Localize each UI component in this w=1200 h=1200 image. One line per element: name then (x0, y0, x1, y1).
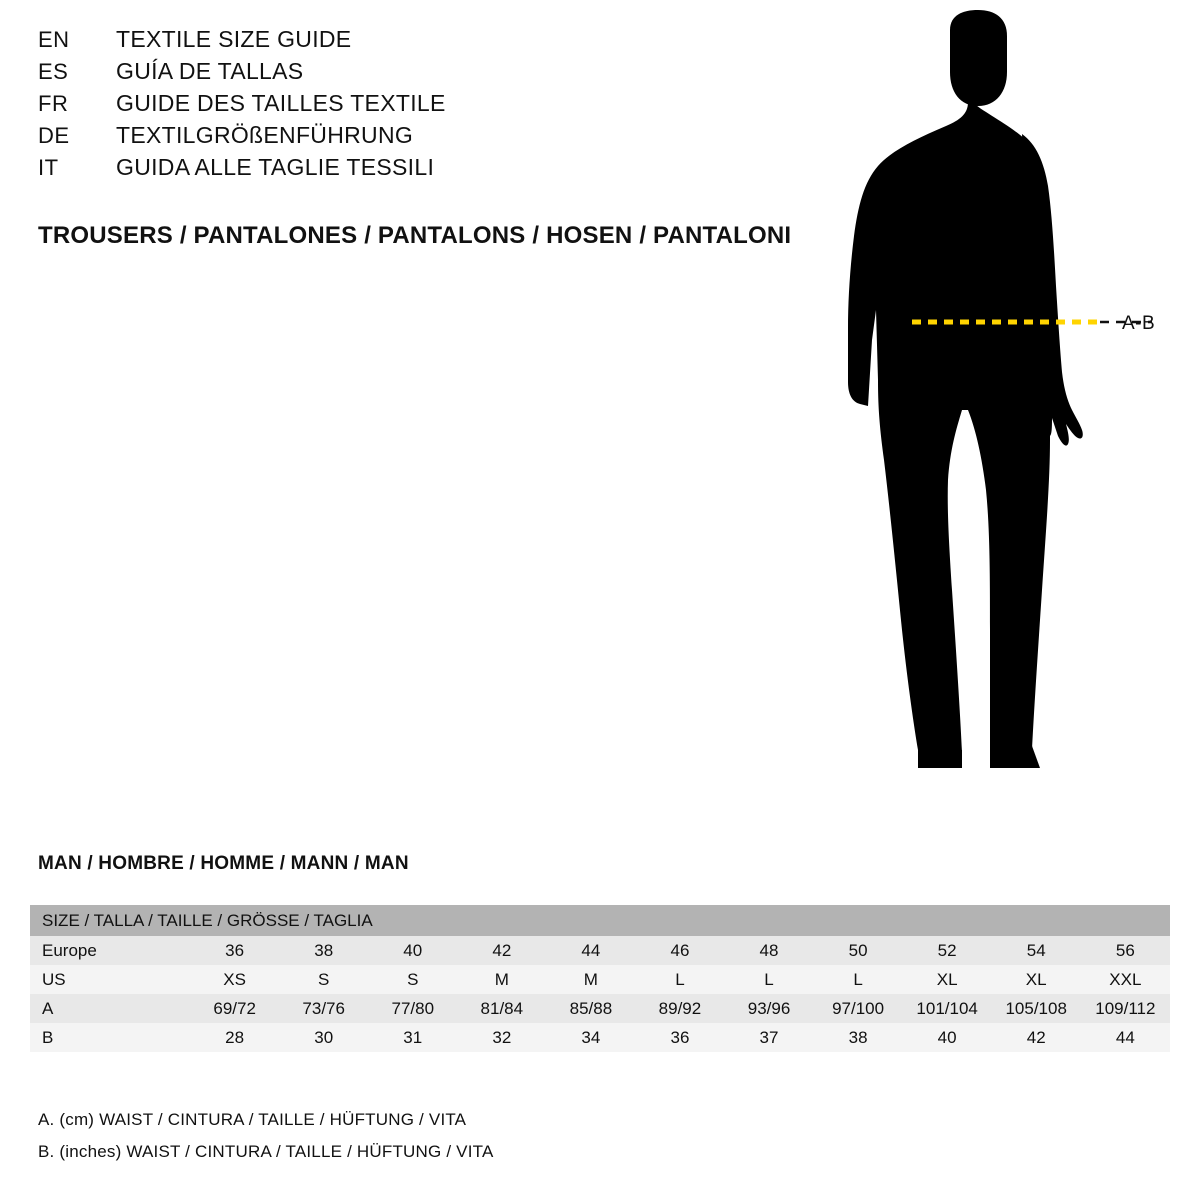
table-cell: 48 (759, 940, 779, 960)
table-cell: XL (1025, 969, 1047, 989)
table-cell: 77/80 (391, 998, 435, 1018)
table-cell: 36 (225, 940, 245, 960)
table-cell: 34 (581, 1027, 601, 1047)
table-cell: L (853, 969, 863, 989)
language-text: TEXTILGRÖßENFÜHRUNG (116, 122, 414, 148)
language-code: IT (38, 155, 59, 180)
table-cell: 105/108 (1005, 998, 1067, 1018)
table-cell: 89/92 (658, 998, 702, 1018)
table-cell: 50 (848, 940, 868, 960)
table-cell: 40 (937, 1027, 957, 1047)
language-row (38, 90, 798, 122)
row-label: A (42, 998, 54, 1018)
garment-type-title: TROUSERS / PANTALONES / PANTALONS / HOSEN / PANTALONI (38, 222, 792, 249)
table-cell: 69/72 (213, 998, 256, 1018)
table-header-row (30, 905, 1170, 936)
table-row (30, 994, 1170, 1023)
table-cell: 28 (225, 1027, 245, 1047)
language-code: DE (38, 123, 70, 148)
table-cell: XS (223, 969, 246, 989)
table-row (30, 1023, 1170, 1052)
table-cell: 93/96 (747, 998, 791, 1018)
language-row (38, 26, 798, 58)
table-cell: L (764, 969, 774, 989)
language-text: GUIDE DES TAILLES TEXTILE (116, 90, 446, 116)
language-row (38, 122, 798, 154)
table-cell: 30 (314, 1027, 334, 1047)
table-cell: 46 (670, 940, 690, 960)
table-cell: 109/112 (1095, 998, 1156, 1018)
table-row (30, 965, 1170, 994)
table-title: SIZE / TALLA / TAILLE / GRÖSSE / TAGLIA (30, 905, 1170, 936)
table-cell: S (407, 969, 419, 989)
size-table (30, 905, 1170, 1052)
table-cell: M (494, 969, 509, 989)
language-code: ES (38, 59, 69, 84)
table-cell: L (675, 969, 685, 989)
language-header-block (38, 26, 798, 186)
table-cell: 31 (403, 1027, 423, 1047)
table-cell: 97/100 (832, 998, 885, 1018)
table-cell: 38 (848, 1027, 868, 1047)
table-cell: XL (936, 969, 958, 989)
table-cell: 42 (492, 940, 512, 960)
language-code: FR (38, 91, 69, 116)
language-text: GUÍA DE TALLAS (116, 58, 304, 84)
language-text: TEXTILE SIZE GUIDE (116, 26, 352, 52)
footnotes-block (38, 1110, 494, 1174)
table-cell: 44 (581, 940, 601, 960)
language-row (38, 154, 798, 186)
table-cell: 40 (403, 940, 423, 960)
measure-label-ab: A-B (1122, 313, 1156, 334)
table-row (30, 936, 1170, 965)
table-cell: 52 (937, 940, 957, 960)
figure-illustration (800, 10, 1200, 810)
language-code: EN (38, 27, 70, 52)
section-label-man: MAN / HOMBRE / HOMME / MANN / MAN (38, 853, 409, 874)
table-cell: 38 (314, 940, 334, 960)
table-cell: 73/76 (302, 998, 345, 1018)
table-cell: 85/88 (569, 998, 613, 1018)
table-cell: 81/84 (480, 998, 524, 1018)
row-label: Europe (42, 940, 97, 960)
table-cell: 32 (492, 1027, 512, 1047)
footnote-a: A. (cm) WAIST / CINTURA / TAILLE / HÜFTUNG / VITA (38, 1110, 467, 1129)
table-cell: 56 (1115, 940, 1135, 960)
table-cell: 44 (1115, 1027, 1135, 1047)
table-cell: 37 (759, 1027, 779, 1047)
table-cell: M (583, 969, 598, 989)
footnote-b: B. (inches) WAIST / CINTURA / TAILLE / HÜFTUNG / VITA (38, 1142, 494, 1161)
table-cell: XXL (1109, 969, 1142, 989)
table-cell: S (318, 969, 330, 989)
row-label: B (42, 1027, 54, 1047)
table-cell: 42 (1026, 1027, 1046, 1047)
row-label: US (42, 969, 66, 989)
table-cell: 36 (670, 1027, 690, 1047)
language-text: GUIDA ALLE TAGLIE TESSILI (116, 154, 435, 180)
male-silhouette-icon (800, 10, 1200, 810)
table-cell: 54 (1026, 940, 1046, 960)
language-row (38, 58, 798, 90)
table-cell: 101/104 (916, 998, 978, 1018)
